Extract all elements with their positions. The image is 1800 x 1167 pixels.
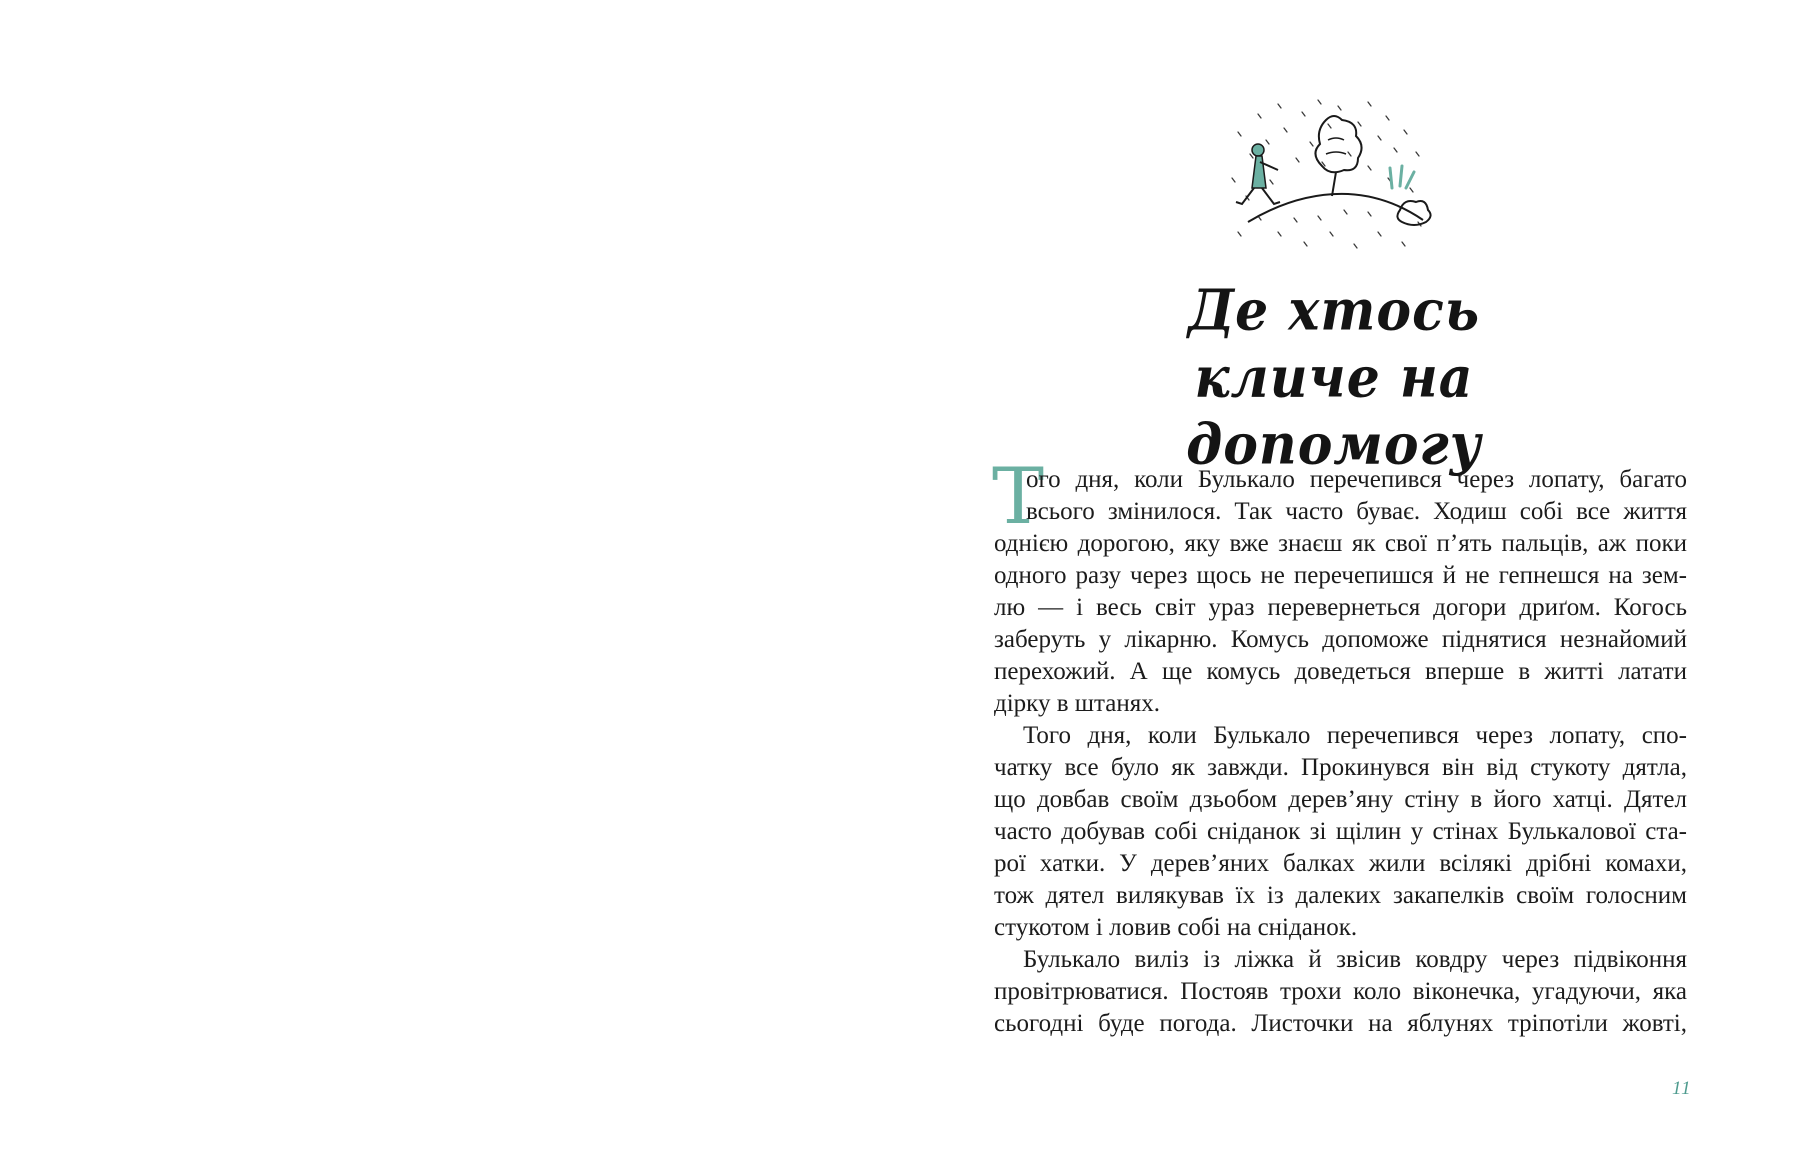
chapter-title-line-2: кличе на допомогу — [1186, 344, 1482, 478]
text-line: лю — і весь світ ураз перевернеться догори дриґом. Когось — [994, 594, 1687, 621]
chapter-title-line-1: Де хтось — [1187, 277, 1481, 344]
text-line: всього змінилося. Так часто буває. Ходиш собі все життя — [1026, 498, 1687, 525]
text-line: сьогодні буде погода. Листочки на яблунях тріпотіли жовті, — [994, 1010, 1687, 1037]
text-line: ого дня, коли Булькало перечепився через лопату, багато — [1026, 466, 1687, 493]
running-figure-in-rain-icon — [1218, 92, 1432, 264]
text-line: дірку в штанях. — [994, 690, 1160, 717]
text-line: перехожий. А ще комусь доведеться вперше в житті латати — [994, 658, 1687, 685]
chapter-body-text — [992, 452, 1687, 1040]
text-line: чатку все було як завжди. Прокинувся він від стукоту дятла, — [994, 754, 1687, 781]
text-line: заберуть у лікарню. Комусь допоможе піднятися незнайомий — [994, 626, 1687, 653]
text-line: часто добував собі сніданок зі щілин у стінах Булькалової ста- — [994, 818, 1687, 845]
text-line: рої хатки. У дерев’яних балках жили всілякі дрібні комахи, — [994, 850, 1687, 877]
text-line: однією дорогою, яку вже знаєш як свої п’ять пальців, аж поки — [994, 530, 1687, 557]
text-line: Того дня, коли Булькало перечепився через лопату, спо- — [1023, 722, 1687, 749]
drop-cap: Т — [992, 452, 1045, 542]
text-line: стукотом і ловив собі на сніданок. — [994, 914, 1358, 941]
text-line: тож дятел вилякував їх із далеких закапелків своїм голосним — [994, 882, 1687, 909]
text-line: провітрюватися. Постояв трохи коло віконечка, угадуючи, яка — [994, 978, 1687, 1005]
text-line: одного разу через щось не перечепишся й не гепнешся на зем- — [994, 562, 1687, 589]
page-number: 11 — [1672, 1078, 1692, 1099]
text-line: що довбав своїм дзьобом дерев’яну стіну в його хатці. Дятел — [994, 786, 1687, 813]
chapter-title — [1044, 278, 1624, 479]
text-line: Булькало виліз із ліжка й звісив ковдру через підвіконня — [1023, 946, 1687, 973]
